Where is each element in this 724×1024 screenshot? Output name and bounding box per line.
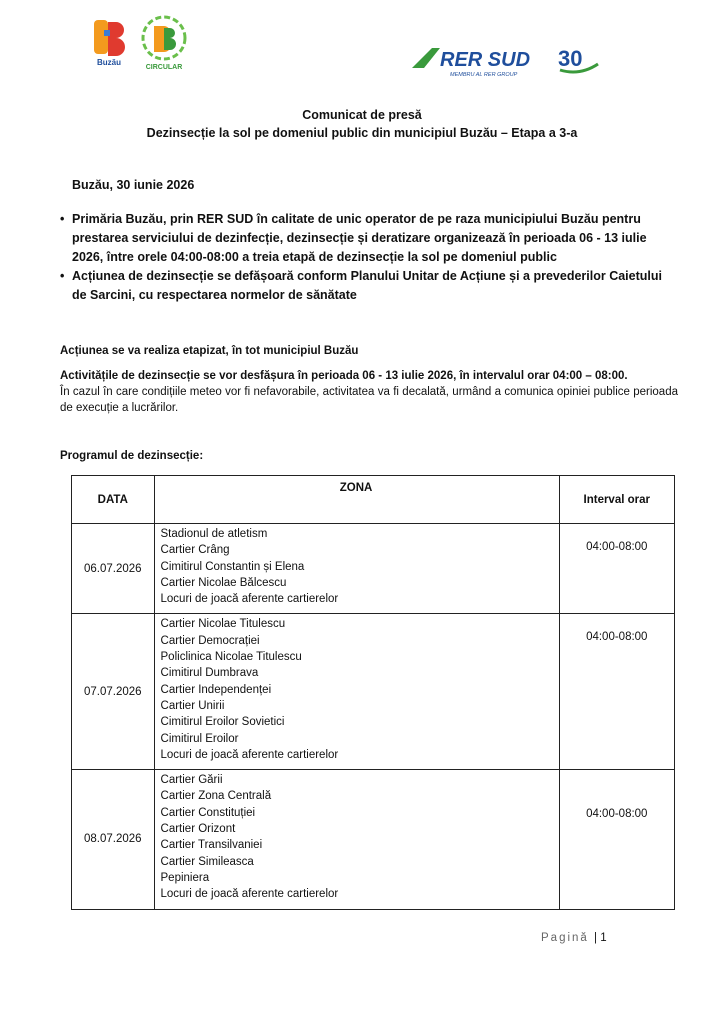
row-date: 07.07.2026 — [72, 614, 155, 770]
row-zones — [154, 524, 559, 614]
rer-sud-logo — [410, 42, 550, 82]
list-item: • Acțiunea de dezinsecție se defășoară conform Planului Unitar de Acțiune și a prevederilor Caietului de Sarcini, cu respectarea normelor de sănătate — [60, 269, 662, 302]
column-header-data: DATA — [72, 476, 155, 524]
zone-item: Cartier Crâng — [160, 544, 230, 557]
row-zones — [154, 770, 559, 909]
svg-text:Buzău: Buzău — [97, 58, 121, 67]
zone-item: Pepiniera — [160, 871, 210, 884]
svg-text:30: 30 — [558, 46, 583, 71]
zone-item: Cimitirul Dumbrava — [160, 667, 259, 680]
page-label: Pagină — [541, 932, 589, 944]
row-interval: 04:00-08:00 — [559, 770, 674, 909]
zone-item: Cartier Zona Centrală — [160, 790, 272, 803]
zone-item: Locuri de joacă aferente cartierelor — [160, 888, 339, 901]
press-release-subtitle: Dezinsecție la sol pe domeniul public din municipiul Buzău – Etapa a 3-a — [146, 126, 578, 140]
table-row — [72, 614, 675, 770]
zone-item: Cimitirul Eroilor — [160, 732, 239, 745]
row-interval: 04:00-08:00 — [559, 614, 674, 770]
bullet-icon: • — [60, 269, 65, 283]
zone-item: Policlinica Nicolae Titulescu — [160, 651, 302, 664]
page-number: 1 — [600, 932, 607, 944]
key-points-list — [60, 210, 680, 305]
row-zones — [154, 614, 559, 770]
schedule-table — [71, 475, 675, 910]
column-header-interval: Interval orar — [559, 476, 674, 524]
buzau-circular-logo — [138, 14, 190, 74]
column-header-zona: ZONA — [154, 476, 559, 524]
zone-item: Stadionul de atletism — [160, 528, 268, 540]
svg-text:CIRCULAR: CIRCULAR — [145, 64, 183, 71]
schedule-bold-text: Activitățile de dezinsecție se vor desfășura în perioada 06 - 13 iulie 2026, în intervalul orar 04:00 – 08:00. — [60, 370, 628, 382]
page-footer — [541, 932, 607, 944]
anniversary-30-logo — [556, 44, 602, 76]
date-line: Buzău, 30 iunie 2026 — [72, 178, 195, 192]
row-date: 08.07.2026 — [72, 770, 155, 909]
zone-item: Cartier Constituției — [160, 806, 256, 819]
zone-item: Cartier Orizont — [160, 823, 236, 836]
footer-separator: | — [590, 932, 601, 944]
zone-item: Cimitirul Eroilor Sovietici — [160, 716, 285, 729]
weather-note: În cazul în care condițiile meteo vor fi nefavorabile, activitatea va fi decalată, urmând a comunica opiniei publice perioada de execuție a lucrărilor. — [60, 386, 678, 414]
zone-item: Locuri de joacă aferente cartierelor — [160, 748, 339, 761]
table-row — [72, 524, 675, 614]
zone-item: Cartier Unirii — [160, 699, 225, 712]
row-date: 06.07.2026 — [72, 524, 155, 614]
zone-item: Cartier Gării — [160, 774, 223, 787]
zone-item: Cartier Transilvaniei — [160, 839, 263, 852]
row-interval: 04:00-08:00 — [559, 524, 674, 614]
zone-item: Locuri de joacă aferente cartierelor — [160, 593, 339, 606]
zone-item: Cartier Nicolae Titulescu — [160, 618, 286, 631]
program-heading: Programul de dezinsecție: — [60, 450, 204, 462]
svg-text:MEMBRU AL RER GROUP: MEMBRU AL RER GROUP — [450, 72, 518, 78]
zone-item: Cartier Democrației — [160, 634, 260, 647]
zone-item: Cartier Simileasca — [160, 855, 254, 868]
zone-item: Cimitirul Constantin și Elena — [160, 560, 305, 573]
table-header-row — [72, 476, 675, 524]
schedule-paragraph — [60, 368, 678, 416]
buzau-logo — [92, 18, 126, 70]
svg-text:RER SUD: RER SUD — [440, 49, 531, 71]
list-item: • Primăria Buzău, prin RER SUD în calitate de unic operator de pe raza municipiului Buzău pentru prestarea serviciului de dezinfecție, dezinsecție și deratizare organizează în perioada 06 - 13 iulie 2026, între orele 04:00-08:00 a treia etapă de dezinsecție la sol pe domeniul public — [60, 212, 647, 264]
bullet-icon: • — [60, 212, 65, 226]
staged-action-note: Acțiunea se va realiza etapizat, în tot municipiul Buzău — [60, 345, 359, 357]
zone-item: Cartier Independenței — [160, 683, 272, 696]
zone-item: Cartier Nicolae Bălcescu — [160, 576, 287, 589]
press-release-title: Comunicat de presă — [302, 108, 422, 122]
table-row — [72, 770, 675, 909]
